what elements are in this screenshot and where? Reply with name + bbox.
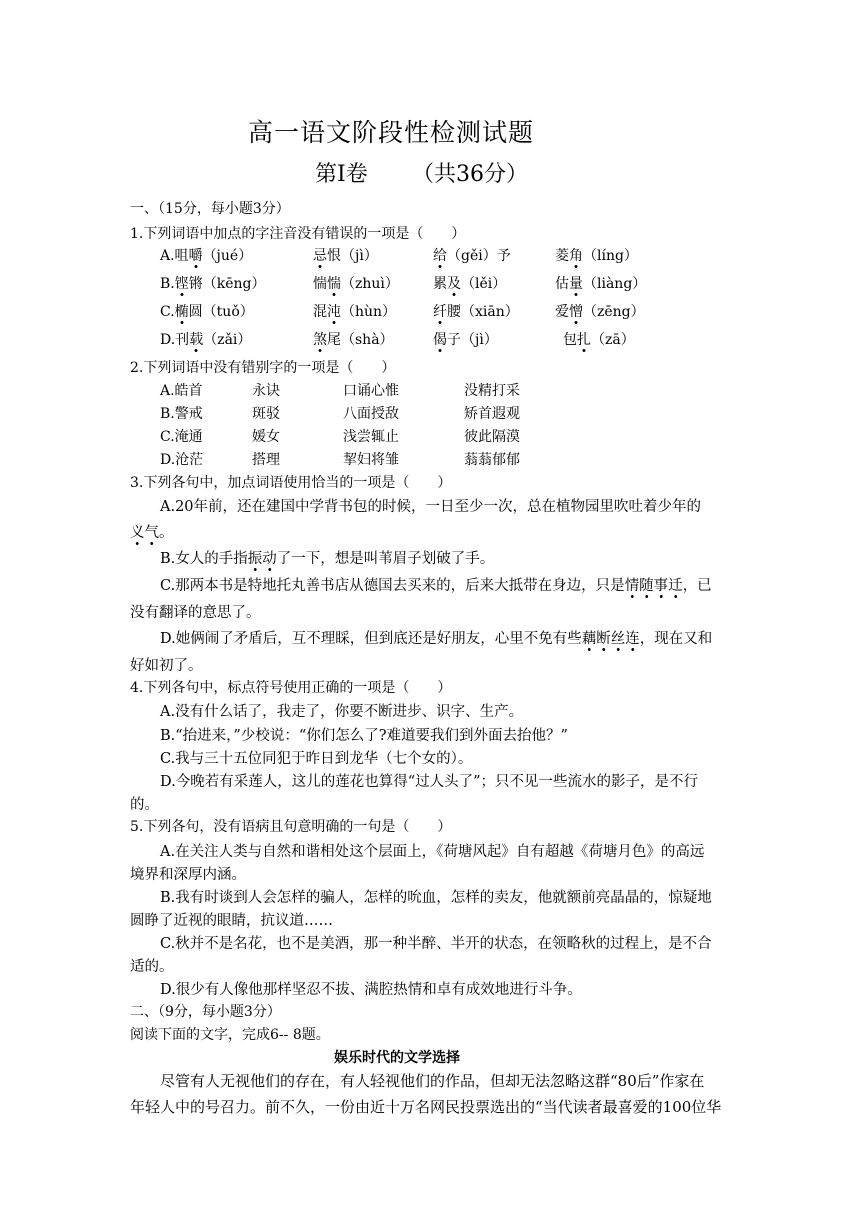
q2-option-c-word2: 媛女 xyxy=(252,429,280,445)
q2-stem: 2.下列词语中没有错别字的一项是（ ） xyxy=(130,360,396,376)
q2-option-b-word1: B.警戒 xyxy=(160,406,203,422)
q3-stem: 3.下列各句中，加点词语使用恰当的一项是（ ） xyxy=(130,475,452,491)
q1-option-c-word4: 爱憎（zēng） xyxy=(555,301,645,321)
q3-option-c-line1: C.那两本书是特地托丸善书店从德国去买来的，后来大抵带在身边，只是情随事迁，已 xyxy=(160,574,712,595)
q1-option-d-word1: D.刊载（zǎi） xyxy=(160,329,251,349)
q3-option-d-line1: D.她俩闹了矛盾后，互不理睬，但到底还是好朋友，心里不免有些藕断丝连，现在又和 xyxy=(160,627,712,648)
q4-option-d-line2: 的。 xyxy=(130,797,159,813)
article-paragraph-line1: 尽管有人无视他们的存在，有人轻视他们的作品，但却无法忽略这群“80后”作家在 xyxy=(160,1072,705,1090)
q1-option-a-word3: 给（gěi）予 xyxy=(433,245,511,265)
q3-option-c-line2: 没有翻译的意思了。 xyxy=(130,605,261,621)
q3-option-b: B.女人的手指振动了一下，想是叫苇眉子划破了手。 xyxy=(160,547,494,568)
volume-score: （共36分） xyxy=(412,162,528,187)
q2-option-d-word3: 挈妇将雏 xyxy=(343,452,399,468)
q4-option-b: B.“抬进来，”少校说：“你们怎么了?难道要我们到外面去抬他？” xyxy=(160,728,568,744)
q2-option-c-word4: 彼此隔漠 xyxy=(464,429,520,445)
q2-option-c-word1: C.淹通 xyxy=(160,429,203,445)
q2-option-a-word3: 口诵心惟 xyxy=(343,383,399,399)
q2-option-b-word2: 斑驳 xyxy=(252,406,280,422)
q2-option-d-word2: 搭理 xyxy=(252,452,280,468)
q1-option-d-word3: 偈子（jì） xyxy=(433,329,498,349)
section1-heading: 一、（15分，每小题3分） xyxy=(130,201,290,217)
q3-option-d-line2: 好如初了。 xyxy=(130,658,203,674)
q1-option-c-word1: C.椭圆（tuǒ） xyxy=(160,301,254,321)
q2-option-a-word1: A.皓首 xyxy=(160,383,203,399)
q4-option-d-line1: D.今晚若有采莲人，这儿的莲花也算得“过人头了”；只不见一些流水的影子，是不行 xyxy=(160,774,699,790)
q5-option-d: D.很少有人像他那样坚忍不拔、满腔热情和卓有成效地进行斗争。 xyxy=(160,982,582,998)
q2-option-b-word4: 矫首遐观 xyxy=(464,406,520,422)
section2-heading: 二、（9分，每小题3分） xyxy=(130,1004,281,1020)
q1-stem: 1.下列词语中加点的字注音没有错误的一项是（ ） xyxy=(130,226,466,242)
q5-option-b-line1: B.我有时谈到人会怎样的骗人，怎样的吮血，怎样的卖友，他就额前亮晶晶的，惊疑地 xyxy=(160,890,712,906)
q3-option-a-line2: 义气。 xyxy=(130,521,174,542)
q4-stem: 4.下列各句中，标点符号使用正确的一项是（ ） xyxy=(130,680,452,696)
section2-instruction: 阅读下面的文字，完成6-- 8题。 xyxy=(130,1027,330,1043)
q3-option-a-line1: A.20年前，还在建国中学背书包的时候，一日至少一次，总在植物园里吹吐着少年的 xyxy=(160,499,702,515)
exam-title: 高一语文阶段性检测试题 xyxy=(248,118,535,147)
q1-option-b-word2: 惴惴（zhuì） xyxy=(313,273,399,293)
q2-option-b-word3: 八面授敌 xyxy=(343,406,399,422)
q1-option-a-word1: A.咀嚼（jué） xyxy=(160,245,252,265)
q2-option-d-word1: D.沧茫 xyxy=(160,452,204,468)
q2-option-d-word4: 蓊蓊郁郁 xyxy=(464,452,520,468)
q1-option-b-word3: 累及（lěi） xyxy=(433,273,506,293)
q1-option-d-word2: 煞尾（shà） xyxy=(313,329,394,349)
volume-label: 第Ⅰ卷 xyxy=(315,162,368,187)
q5-stem: 5.下列各句，没有语病且句意明确的一句是（ ） xyxy=(130,819,452,835)
article-title: 娱乐时代的文学选择 xyxy=(334,1050,460,1066)
q1-option-b-word1: B.铿锵（kēng） xyxy=(160,273,266,293)
q5-option-a-line1: A.在关注人类与自然和谐相处这个层面上，《荷塘风起》自有超越《荷塘月色》的高远 xyxy=(160,844,705,860)
q5-option-b-line2: 圆睁了近视的眼睛，抗议道…… xyxy=(130,913,333,929)
q5-option-c-line1: C.秋并不是名花，也不是美酒，那一种半醉、半开的状态，在领略秋的过程上，是不合 xyxy=(160,936,712,952)
q4-option-c: C.我与三十五位同犯于昨日到龙华（七个女的）。 xyxy=(160,751,473,767)
q2-option-c-word3: 浅尝辄止 xyxy=(343,429,399,445)
q1-option-c-word3: 纤腰（xiān） xyxy=(433,301,519,321)
q4-option-a: A.没有什么话了，我走了，你要不断进步、识字、生产。 xyxy=(160,704,524,720)
q1-option-d-word4: 包扎（zā） xyxy=(563,329,635,349)
q5-option-a-line2: 境界和深厚内涵。 xyxy=(130,867,246,883)
q5-option-c-line2: 适的。 xyxy=(130,959,174,975)
q2-option-a-word2: 永诀 xyxy=(252,383,280,399)
article-paragraph-line2: 年轻人中的号召力。前不久，一份由近十万名网民投票选出的“当代读者最喜爱的100位华 xyxy=(130,1098,722,1116)
q1-option-b-word4: 估量（liàng） xyxy=(555,273,646,293)
q1-option-a-word4: 菱角（líng） xyxy=(555,245,638,265)
q1-option-a-word2: 忌恨（jì） xyxy=(313,245,378,265)
q1-option-c-word2: 混沌（hùn） xyxy=(313,301,396,321)
q2-option-a-word4: 没精打采 xyxy=(464,383,520,399)
